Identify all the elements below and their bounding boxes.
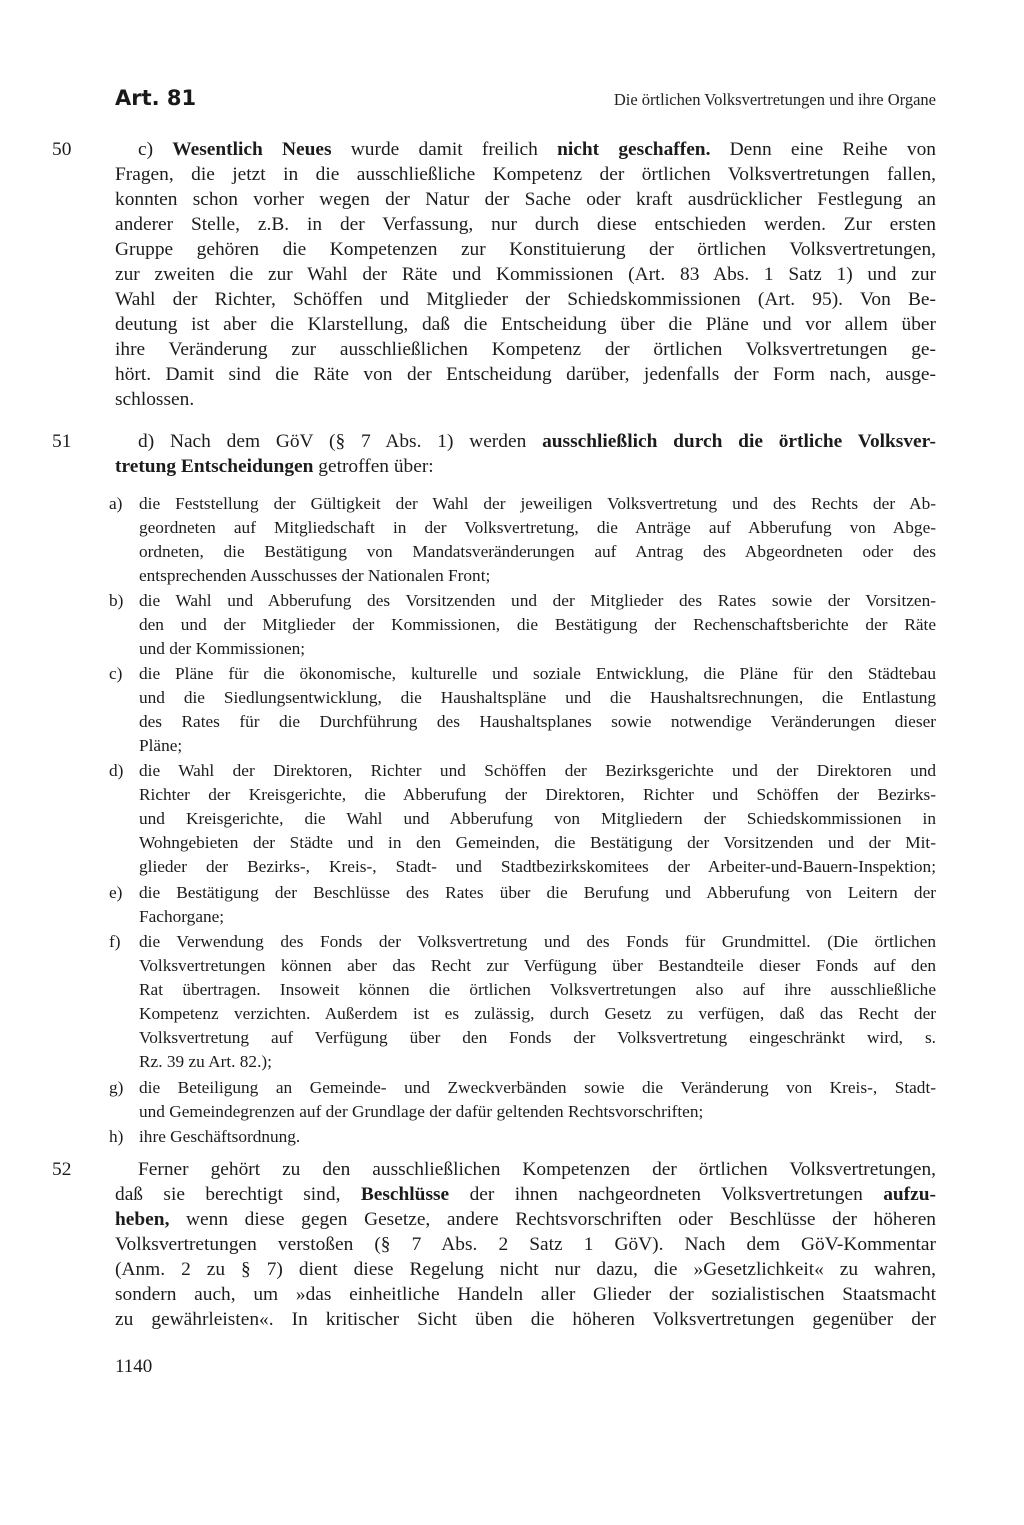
para50-line: zur zweiten die zur Wahl der Räte und Kommissionen (Art. 83 Abs. 1 Satz 1) und zur [115,264,936,285]
text-run: getroffen über: [313,456,434,477]
list-item-a-line: geordneten auf Mitgliedschaft in der Volksvertretung, die Anträge auf Abberufung von Abge- [139,518,936,537]
list-marker-h: h) [109,1127,124,1146]
para52-line: zu gewährleisten«. In kritischer Sicht üben die höheren Volksvertretungen gegenüber der [115,1309,936,1330]
list-item-f-line: Rz. 39 zu Art. 82.); [139,1052,272,1071]
list-item-d-line: Wohngebieten der Städte und in den Gemeinden, die Bestätigung der Vorsitzenden und der Mit- [139,833,936,852]
page-number: 1140 [115,1356,153,1377]
list-item-b-line: den und der Mitglieder der Kommissionen, die Bestätigung der Rechenschaftsberichte der Räte [139,615,936,634]
list-marker-f: f) [109,932,121,951]
list-item-e-line: Fachorgane; [139,907,225,926]
list-item-h-line: ihre Geschäftsordnung. [139,1127,301,1146]
margin-number-52: 52 [52,1159,72,1180]
bold-text-run: aufzu- [883,1184,936,1205]
text-run: daß sie berechtigt sind, [115,1184,361,1205]
article-number: Art. 81 [115,86,197,110]
list-item-c-line: und die Siedlungsentwicklung, die Haushaltspläne und die Haushaltsrechnungen, die Entlastung [139,688,936,707]
text-run: wenn diese gegen Gesetze, andere Rechtsvorschriften oder Beschlüsse der höheren [169,1209,936,1230]
para50-line: anderer Stelle, z.B. in der Verfassung, nur durch diese entschieden werden. Zur ersten [115,214,936,235]
para51-line [138,429,936,454]
text-run: der ihnen nachgeordneten Volksvertretungen [449,1184,884,1205]
para51-line [115,454,936,479]
para50-line: hört. Damit sind die Räte von der Entscheidung darüber, jedenfalls der Form nach, ausge- [115,364,936,385]
list-item-g-line: und Gemeindegrenzen auf der Grundlage der dafür geltenden Rechtsvorschriften; [139,1102,704,1121]
para50-line: Wahl der Richter, Schöffen und Mitglieder der Schiedskommissionen (Art. 95). Von Be- [115,289,936,310]
list-item-g-line: die Beteiligung an Gemeinde- und Zweckverbänden sowie die Veränderung von Kreis-, Stadt- [139,1078,936,1097]
list-item-d-line: die Wahl der Direktoren, Richter und Schöffen der Bezirksgerichte und der Direktoren und [139,761,936,780]
para50-line: ihre Veränderung zur ausschließlichen Kompetenz der örtlichen Volksvertretungen ge- [115,339,936,360]
list-marker-c: c) [109,664,123,683]
list-item-c-line: des Rates für die Durchführung des Haushaltsplanes sowie notwendige Veränderungen dieser [139,712,936,731]
bold-text-run: tretung Entscheidungen [115,456,314,477]
para50-line [138,137,936,162]
para52-line: sondern auch, um »das einheitliche Handeln aller Glieder der sozialistischen Staatsmacht [115,1284,936,1305]
list-marker-g: g) [109,1078,124,1097]
list-item-f-line: Volksvertretung auf Verfügung über den Fonds der Volksvertretung eingeschränkt wird, s. [139,1028,936,1047]
text-run: Denn eine Reihe von [710,139,936,160]
list-item-a-line: ordneten, die Bestätigung von Mandatsveränderungen auf Antrag des Abgeordneten oder des [139,542,936,561]
list-item-c-line: Pläne; [139,736,183,755]
para50-line: Gruppe gehören die Kompetenzen zur Konstituierung der örtlichen Volksvertretungen, [115,239,936,260]
para50-line: Fragen, die jetzt in die ausschließliche Kompetenz der örtlichen Volksvertretungen fallen, [115,164,936,185]
list-item-d-line: Richter der Kreisgerichte, die Abberufung der Direktoren, Richter und Schöffen der Bezirks- [139,785,936,804]
text-run: c) [138,139,173,160]
list-marker-b: b) [109,591,124,610]
list-marker-d: d) [109,761,124,780]
list-item-f-line: Rat übertragen. Insoweit können die örtlichen Volksvertretungen also auf ihre ausschließliche [139,980,936,999]
list-item-f-line: die Verwendung des Fonds der Volksvertretung und des Fonds für Grundmittel. (Die örtlichen [139,932,936,951]
text-run: wurde damit freilich [331,139,558,160]
text-run: d) Nach dem GöV (§ 7 Abs. 1) werden [138,431,543,452]
list-item-a-line: die Feststellung der Gültigkeit der Wahl der jeweiligen Volksvertretung und des Rechts der Ab- [139,494,936,513]
margin-number-50: 50 [52,139,72,160]
bold-text-run: Beschlüsse [360,1184,450,1205]
para50-line: schlossen. [115,389,195,410]
list-item-d-line: und Kreisgerichte, die Wahl und Abberufung von Mitgliedern der Schiedskommissionen in [139,809,936,828]
bold-text-run: nicht geschaffen. [557,139,711,160]
running-title: Die örtlichen Volksvertretungen und ihre Organe [613,90,936,109]
para52-line [115,1182,936,1207]
list-marker-e: e) [109,883,123,902]
bold-text-run: ausschließlich durch die örtliche Volksver- [542,431,936,452]
list-item-a-line: entsprechenden Ausschusses der Nationalen Front; [139,566,491,585]
para50-line: deutung ist aber die Klarstellung, daß die Entscheidung über die Pläne und vor allem über [115,314,936,335]
list-item-f-line: Volksvertretungen können aber das Recht zur Verfügung über Bestandteile dieser Fonds auf den [139,956,936,975]
list-item-f-line: Kompetenz verzichten. Außerdem ist es zulässig, durch Gesetz zu verfügen, daß das Recht der [139,1004,936,1023]
list-item-c-line: die Pläne für die ökonomische, kulturelle und soziale Entwicklung, die Pläne für den Städtebau [139,664,936,683]
bold-text-run: Wesentlich Neues [172,139,332,160]
margin-number-51: 51 [52,431,72,452]
list-item-b-line: die Wahl und Abberufung des Vorsitzenden und der Mitglieder des Rates sowie der Vorsitzen- [139,591,936,610]
bold-text-run: heben, [115,1209,170,1230]
list-item-d-line: glieder der Bezirks-, Kreis-, Stadt- und Stadtbezirkskomitees der Arbeiter-und-Bauern-Inspektion; [139,857,936,876]
para52-line: Ferner gehört zu den ausschließlichen Kompetenzen der örtlichen Volksvertretungen, [138,1159,936,1180]
list-item-e-line: die Bestätigung der Beschlüsse des Rates über die Berufung und Abberufung von Leitern der [139,883,936,902]
list-marker-a: a) [109,494,123,513]
para50-line: konnten schon vorher wegen der Natur der Sache oder kraft ausdrücklicher Festlegung an [115,189,936,210]
para52-line [115,1207,936,1232]
list-item-b-line: und der Kommissionen; [139,639,306,658]
para52-line: (Anm. 2 zu § 7) dient diese Regelung nicht nur dazu, die »Gesetzlichkeit« zu wahren, [115,1259,936,1280]
para52-line: Volksvertretungen verstoßen (§ 7 Abs. 2 Satz 1 GöV). Nach dem GöV-Kommentar [115,1234,936,1255]
